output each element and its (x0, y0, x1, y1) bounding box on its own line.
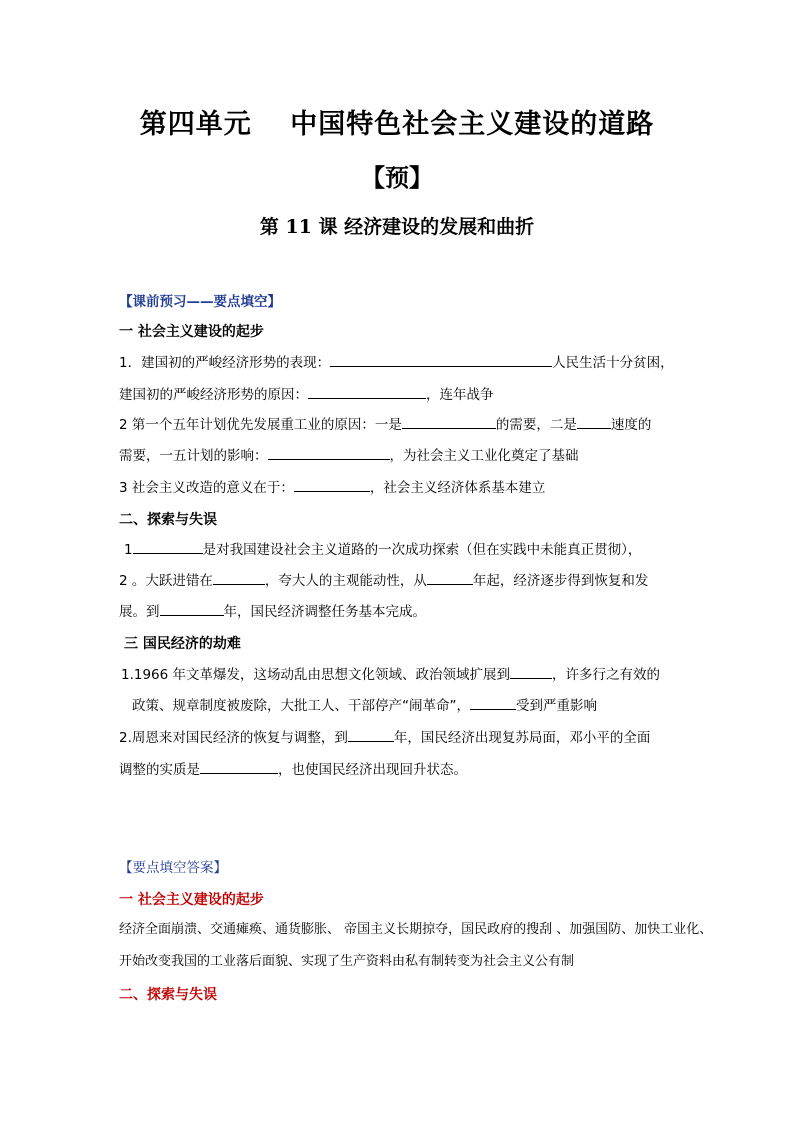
s1-q2b-blank[interactable] (268, 445, 390, 460)
s1-q1a-blank[interactable] (330, 352, 552, 367)
s1-q1b-prefix: 建国初的严峻经济形势的原因： (119, 387, 308, 403)
s3-q1a-prefix: 1.1966 年文革爆发，这场动乱由思想文化领域、政治领域扩展到 (121, 667, 511, 683)
s2-q2a-prefix: 2 。大跃进错在 (119, 573, 213, 589)
s3-q2a-suffix: 年，国民经济出现复苏局面，邓小平的全面 (393, 730, 651, 746)
s3-q2b-prefix: 调整的实质是 (119, 762, 200, 778)
s3-q1a-blank[interactable] (510, 664, 552, 679)
section2-heading: 二、探索与失误 (119, 512, 217, 528)
s3-q2b-blank[interactable] (200, 759, 278, 774)
s1-q3-blank[interactable] (294, 477, 370, 492)
s2-q2b-blank[interactable] (160, 601, 224, 616)
answers-line2: 开始改变我国的工业落后面貌、实现了生产资料由私有制转变为社会主义公有制 (119, 954, 575, 969)
s1-q1-line1 (119, 352, 674, 373)
s2-q1-suffix: 是对我国建设社会主义道路的一次成功探索（但在实践中未能真正贯彻）， (202, 542, 642, 558)
preview-mark: 【预】 (361, 163, 433, 192)
lesson-title: 第 11 课 经济建设的发展和曲折 (259, 216, 535, 238)
section3-heading: 三 国民经济的劫难 (124, 636, 241, 652)
s2-q2b-prefix: 展。到 (119, 604, 160, 620)
s2-q2a-mid1: ，夸大人的主观能动性，从 (264, 573, 427, 589)
preview-section-tag: 【课前预习——要点填空】 (119, 294, 281, 310)
s2-q1-blank[interactable] (133, 539, 203, 554)
s1-q2b-prefix: 需要，一五计划的影响： (119, 448, 268, 464)
s3-q2a-blank[interactable] (348, 727, 394, 742)
s3-q2-line1 (119, 727, 650, 748)
s1-q1b-suffix: ，连年战争 (426, 387, 494, 403)
s2-q2b-suffix: 年，国民经济调整任务基本完成。 (223, 604, 426, 620)
s3-q1a-suffix: ，许多行之有效的 (552, 667, 661, 683)
section1-heading: 一 社会主义建设的起步 (119, 324, 264, 340)
s2-q2a-blank1[interactable] (213, 570, 265, 585)
s3-q1-line1 (121, 664, 660, 685)
s2-q2-line1 (119, 570, 648, 591)
s1-q2b-suffix: ，为社会主义工业化奠定了基础 (389, 448, 579, 464)
s2-q2-line2 (119, 601, 426, 622)
s1-q3-line (119, 477, 545, 498)
answers-tag: 【要点填空答案】 (119, 860, 227, 876)
s2-q2a-blank2[interactable] (427, 570, 473, 585)
s1-q2-line1 (119, 414, 651, 435)
s3-q1b-suffix: 受到严重影响 (516, 698, 597, 714)
s1-q2a-prefix: 2 第一个五年计划优先发展重工业的原因：一是 (119, 417, 402, 433)
s1-q1a-suffix: 人民生活十分贫困， (552, 355, 674, 371)
s1-q1b-blank[interactable] (308, 384, 426, 399)
answers-heading1: 一 社会主义建设的起步 (119, 892, 264, 908)
s3-q1-line2 (132, 695, 597, 716)
answers-heading2: 二、探索与失误 (119, 987, 217, 1003)
s1-q2a-mid: 的需要，二是 (495, 417, 577, 433)
s1-q1a-prefix: 1．建国初的严峻经济形势的表现： (119, 355, 331, 371)
s1-q2a-suffix: 速度的 (610, 417, 652, 433)
s1-q2a-blank1[interactable] (402, 414, 496, 429)
s2-q1-line (124, 539, 641, 560)
s1-q2a-blank2[interactable] (577, 414, 611, 429)
s3-q2-line2 (119, 759, 467, 780)
s3-q2b-suffix: ，也使国民经济出现回升状态。 (278, 762, 467, 778)
s1-q1-line2 (119, 384, 494, 405)
s3-q1b-blank[interactable] (470, 695, 516, 710)
s3-q2a-prefix: 2.周恩来对国民经济的恢复与调整，到 (119, 730, 348, 746)
s1-q2-line2 (119, 445, 579, 466)
s3-q1b-prefix: 政策、规章制度被废除，大批工人、干部停产“闹革命”， (132, 698, 470, 714)
unit-title: 第四单元 中国特色社会主义建设的道路 (139, 109, 655, 140)
s1-q3-suffix: ，社会主义经济体系基本建立 (369, 480, 546, 496)
s2-q1-prefix: 1 (124, 542, 133, 558)
answers-line1: 经济全面崩溃、交通瘫痪、通货膨胀、 帝国主义长期掠夺，国民政府的搜刮 、加强国防、加快工业化、 (119, 922, 713, 937)
s1-q3-prefix: 3 社会主义改造的意义在于： (119, 480, 294, 496)
s2-q2a-mid2: 年起，经济逐步得到恢复和发 (472, 573, 649, 589)
